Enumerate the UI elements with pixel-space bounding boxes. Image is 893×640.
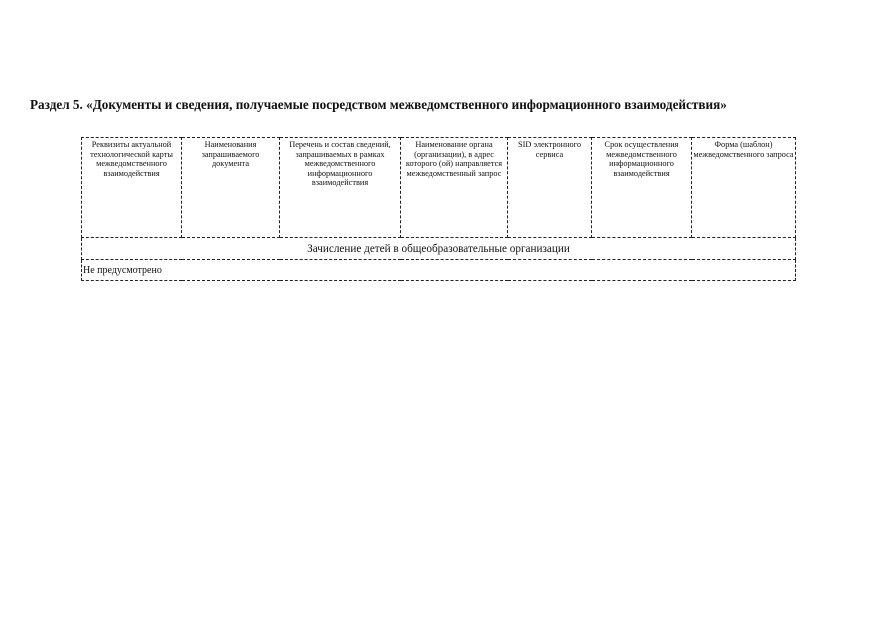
table-header-row — [82, 138, 796, 238]
column-header-document-name: Наименования запрашиваемого документа — [182, 138, 280, 238]
interagency-documents-table — [81, 137, 796, 281]
column-header-recipient-organization: Наименование органа (организации), в адрес которого (ой) направляется межведомственный запрос — [401, 138, 508, 238]
not-provided-note: Не предусмотрено — [82, 260, 796, 281]
section-title: Раздел 5. «Документы и сведения, получаемые посредством межведомственного информационного взаимодействия» — [30, 97, 727, 112]
column-header-sid: SID электронного сервиса — [508, 138, 592, 238]
service-name: Зачисление детей в общеобразовательные организации — [82, 238, 796, 260]
note-row — [82, 260, 796, 281]
column-header-requested-info: Перечень и состав сведений, запрашиваемых в рамках межведомственного информационного взаимодействия — [280, 138, 401, 238]
column-header-term: Срок осуществления межведомственного информационного взаимодействия — [592, 138, 692, 238]
column-header-tech-card-details: Реквизиты актуальной технологической карты межведомственного взаимодействия — [82, 138, 182, 238]
service-row — [82, 238, 796, 260]
column-header-request-form: Форма (шаблон) межведомственного запроса — [692, 138, 796, 238]
